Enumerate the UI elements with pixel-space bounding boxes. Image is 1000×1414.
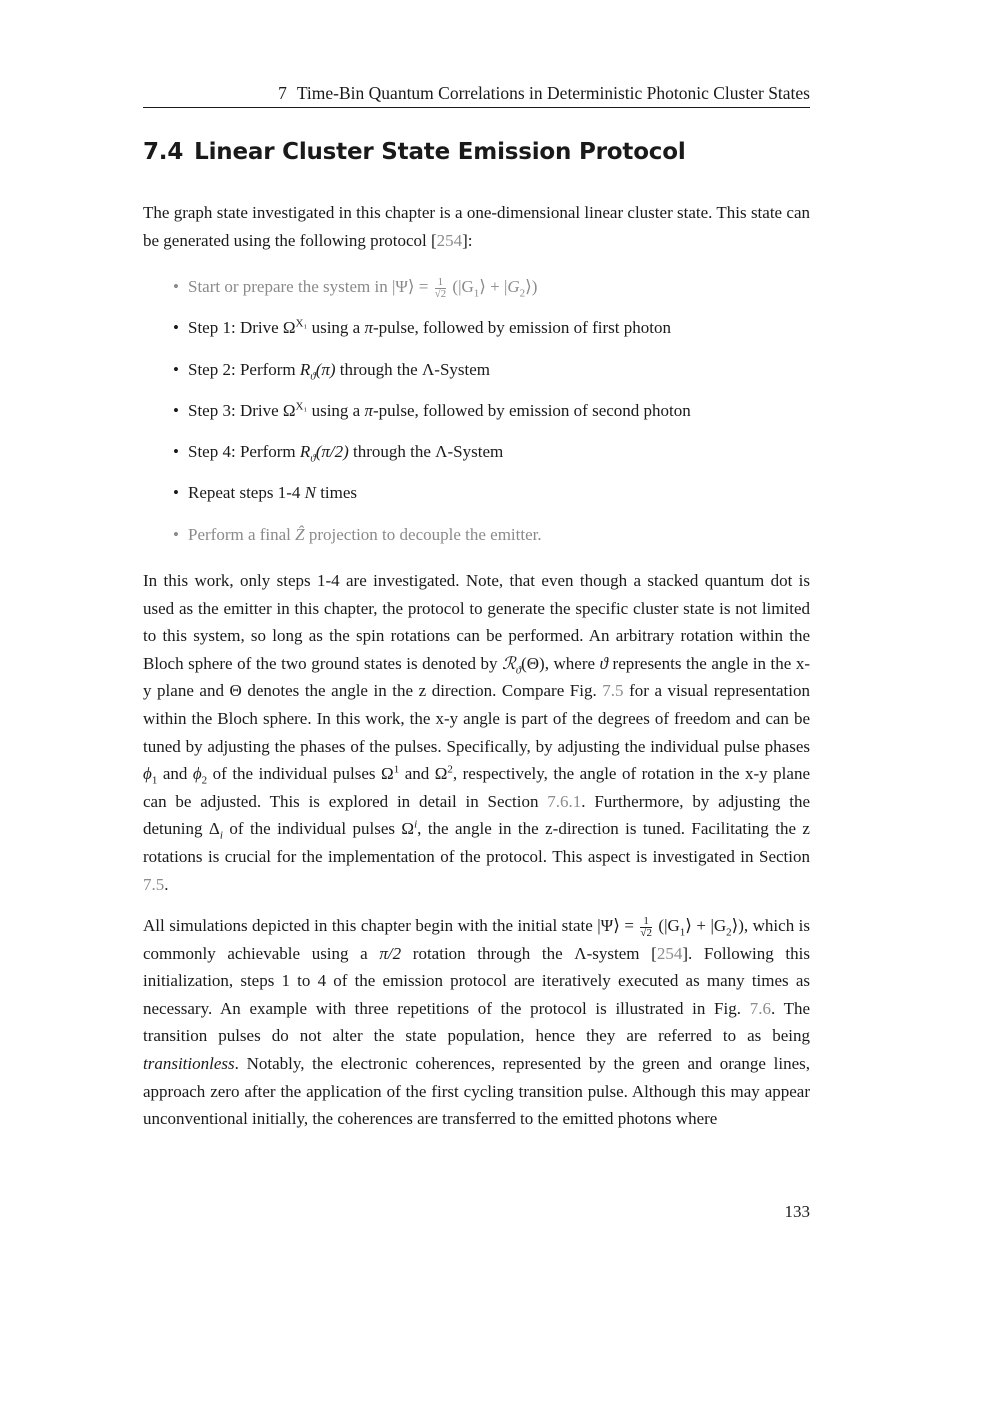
- step-text: -pulse, followed by emission of second photon: [373, 400, 691, 420]
- text-run: (|G: [653, 916, 680, 935]
- math-variable: ℛ: [502, 653, 516, 673]
- math-variable: R: [299, 442, 311, 462]
- text-run: ]. Following this initialization, steps 1 to 4 of the emission protocol are iteratively executed as many times as necessary. An example with three repetitions of the protocol is illustrated in Fig.: [143, 943, 810, 1018]
- section-reference-link[interactable]: 7.5: [143, 874, 165, 894]
- protocol-steps-list: [143, 273, 810, 562]
- text-run: .: [164, 874, 169, 894]
- text-run: ⟩ + |G: [685, 916, 727, 935]
- superscript: i: [414, 818, 418, 831]
- bullet-icon: •: [173, 400, 179, 420]
- text-run: , the angle in the z-direction is tuned. Facilitating the z rotations is crucial for the implementation of the protocol. This aspect is investigated in Section: [143, 819, 810, 866]
- superscript: X₁: [295, 317, 308, 330]
- step-text: Repeat steps 1-4: [188, 483, 305, 503]
- step-text: Perform a final: [188, 524, 296, 544]
- citation-link[interactable]: 254: [436, 230, 463, 250]
- math-variable: π: [364, 400, 373, 420]
- text-run: rotation through the Λ-system [: [401, 943, 657, 963]
- list-item: [143, 479, 810, 520]
- list-item: [143, 273, 810, 314]
- math-variable: N: [304, 483, 316, 503]
- text-run: ⟩), which is commonly achievable using a: [143, 916, 811, 963]
- math-variable: π: [364, 318, 373, 338]
- text-run: . Notably, the electronic coherences, represented by the green and orange lines, approach zero after the application of the first cycling transition pulse. Although this may appear unconventional initially, the coherences are transferred to the emitted photons where: [143, 1053, 810, 1129]
- page-number: 133: [784, 1202, 810, 1221]
- subscript: ϑ: [515, 664, 522, 677]
- step-text: -pulse, followed by emission of first photon: [373, 318, 671, 338]
- subscript: 2: [519, 287, 526, 300]
- subscript: 1: [473, 287, 480, 300]
- bullet-icon: •: [173, 359, 179, 379]
- text-run: and Ω: [399, 764, 448, 784]
- fraction-denominator: √2: [640, 926, 652, 939]
- fraction-numerator: 1: [435, 277, 447, 289]
- step-text: Step 1: Drive Ω: [188, 318, 296, 338]
- bullet-icon: •: [173, 524, 179, 544]
- subscript: ϑ: [310, 452, 316, 465]
- step-text: (|G: [448, 277, 474, 296]
- step-text: through the Λ-System: [348, 442, 504, 462]
- text-run: of the individual pulses Ω: [207, 764, 394, 784]
- step-text: ⟩): [525, 277, 538, 296]
- step-text: using a: [307, 318, 365, 338]
- text-run: and: [157, 764, 193, 784]
- math-variable: G: [507, 277, 520, 296]
- section-reference-link[interactable]: 7.6.1: [547, 791, 582, 811]
- math-variable: ϕ: [143, 764, 152, 784]
- body-paragraph: [143, 912, 810, 1133]
- math-variable: π/2: [379, 943, 402, 963]
- list-item: [143, 314, 810, 355]
- intro-text: The graph state investigated in this chapter is a one-dimensional linear cluster state. This state can be generated using the following protocol [: [143, 203, 810, 250]
- step-text: using a: [307, 400, 365, 420]
- header-chapter-number: 7: [278, 83, 287, 103]
- subscript: 1: [151, 774, 158, 787]
- text-run: represents the angle in the x-y plane and Θ denotes the angle in the z direction. Compare Fig.: [143, 653, 810, 701]
- bullet-icon: •: [173, 277, 179, 296]
- subscript: 1: [679, 926, 686, 939]
- list-item: [143, 438, 810, 479]
- list-item: [143, 356, 810, 397]
- header-chapter-title: Time-Bin Quantum Correlations in Deterministic Photonic Cluster States: [296, 83, 810, 103]
- step-text: through the Λ-System: [335, 359, 490, 379]
- bullet-icon: •: [173, 442, 179, 462]
- step-text: Step 4: Perform: [188, 442, 300, 462]
- math-variable: ϕ: [192, 764, 202, 784]
- step-text: Start or prepare the system in |Ψ⟩ =: [188, 277, 433, 296]
- text-run: In this work, only steps 1-4 are investigated. Note, that even though a stacked quantum dot is used as the emitter in this chapter, the protocol to generate the specific cluster state is not limited to this system, so long as the spin rotations can be performed. An arbitrary rotation within the Bloch sphere of the two ground states is denoted by: [143, 571, 810, 673]
- subscript: i: [219, 829, 223, 842]
- text-run: . Furthermore, by adjusting the detuning Δ: [143, 791, 811, 839]
- section-number: 7.4: [143, 139, 184, 165]
- math-variable: R: [299, 359, 311, 379]
- text-run: , respectively, the angle of rotation in the x-y plane can be adjusted. This is explored in detail in Section: [143, 764, 810, 811]
- step-text: Step 3: Drive Ω: [188, 400, 296, 420]
- superscript: X₁: [295, 400, 308, 413]
- intro-text-end: ]:: [462, 230, 473, 250]
- text-run: . The transition pulses do not alter the state population, hence they are referred to as being: [143, 998, 811, 1046]
- fraction: [435, 277, 447, 300]
- step-text: projection to decouple the emitter.: [304, 524, 542, 544]
- document-page: [143, 0, 810, 1414]
- math-variable: (π): [315, 359, 336, 379]
- fraction-denominator: √2: [434, 287, 447, 300]
- body-paragraph: [143, 567, 810, 898]
- step-text: ⟩ + |: [479, 277, 508, 296]
- text-run: , where: [544, 653, 600, 673]
- step-text: times: [315, 483, 358, 503]
- list-item: [143, 521, 810, 562]
- subscript: ϑ: [310, 369, 316, 382]
- bullet-icon: •: [173, 318, 179, 338]
- running-header: [143, 81, 810, 108]
- list-item: [143, 397, 810, 438]
- math-variable: (π/2): [315, 442, 349, 462]
- subscript: 2: [726, 926, 732, 939]
- figure-reference-link[interactable]: 7.6: [749, 998, 771, 1018]
- text-run: for a visual representation within the Bloch sphere. In this work, the x-y angle is part of the degrees of freedom and can be tuned by adjusting the phases of the pulses. Specifically, by adjusting the individual pulse phases: [143, 681, 811, 756]
- math-variable: (Θ): [521, 653, 545, 673]
- section-heading: [143, 136, 686, 168]
- fraction: [640, 916, 652, 939]
- fraction-numerator: 1: [640, 916, 652, 928]
- superscript: 2: [447, 763, 453, 776]
- superscript: 1: [393, 763, 400, 776]
- intro-paragraph: [143, 199, 810, 254]
- text-run: All simulations depicted in this chapter begin with the initial state |Ψ⟩ =: [143, 916, 639, 935]
- section-title: Linear Cluster State Emission Protocol: [194, 139, 686, 165]
- figure-reference-link[interactable]: 7.5: [602, 681, 624, 701]
- subscript: 2: [201, 774, 208, 787]
- math-variable: Ẑ: [295, 524, 305, 544]
- bullet-icon: •: [173, 483, 179, 503]
- citation-link[interactable]: 254: [656, 943, 683, 963]
- step-text: Step 2: Perform: [188, 359, 300, 379]
- text-run: of the individual pulses Ω: [222, 819, 415, 839]
- emphasis-text: transitionless: [143, 1053, 235, 1073]
- math-variable: ϑ: [599, 653, 608, 673]
